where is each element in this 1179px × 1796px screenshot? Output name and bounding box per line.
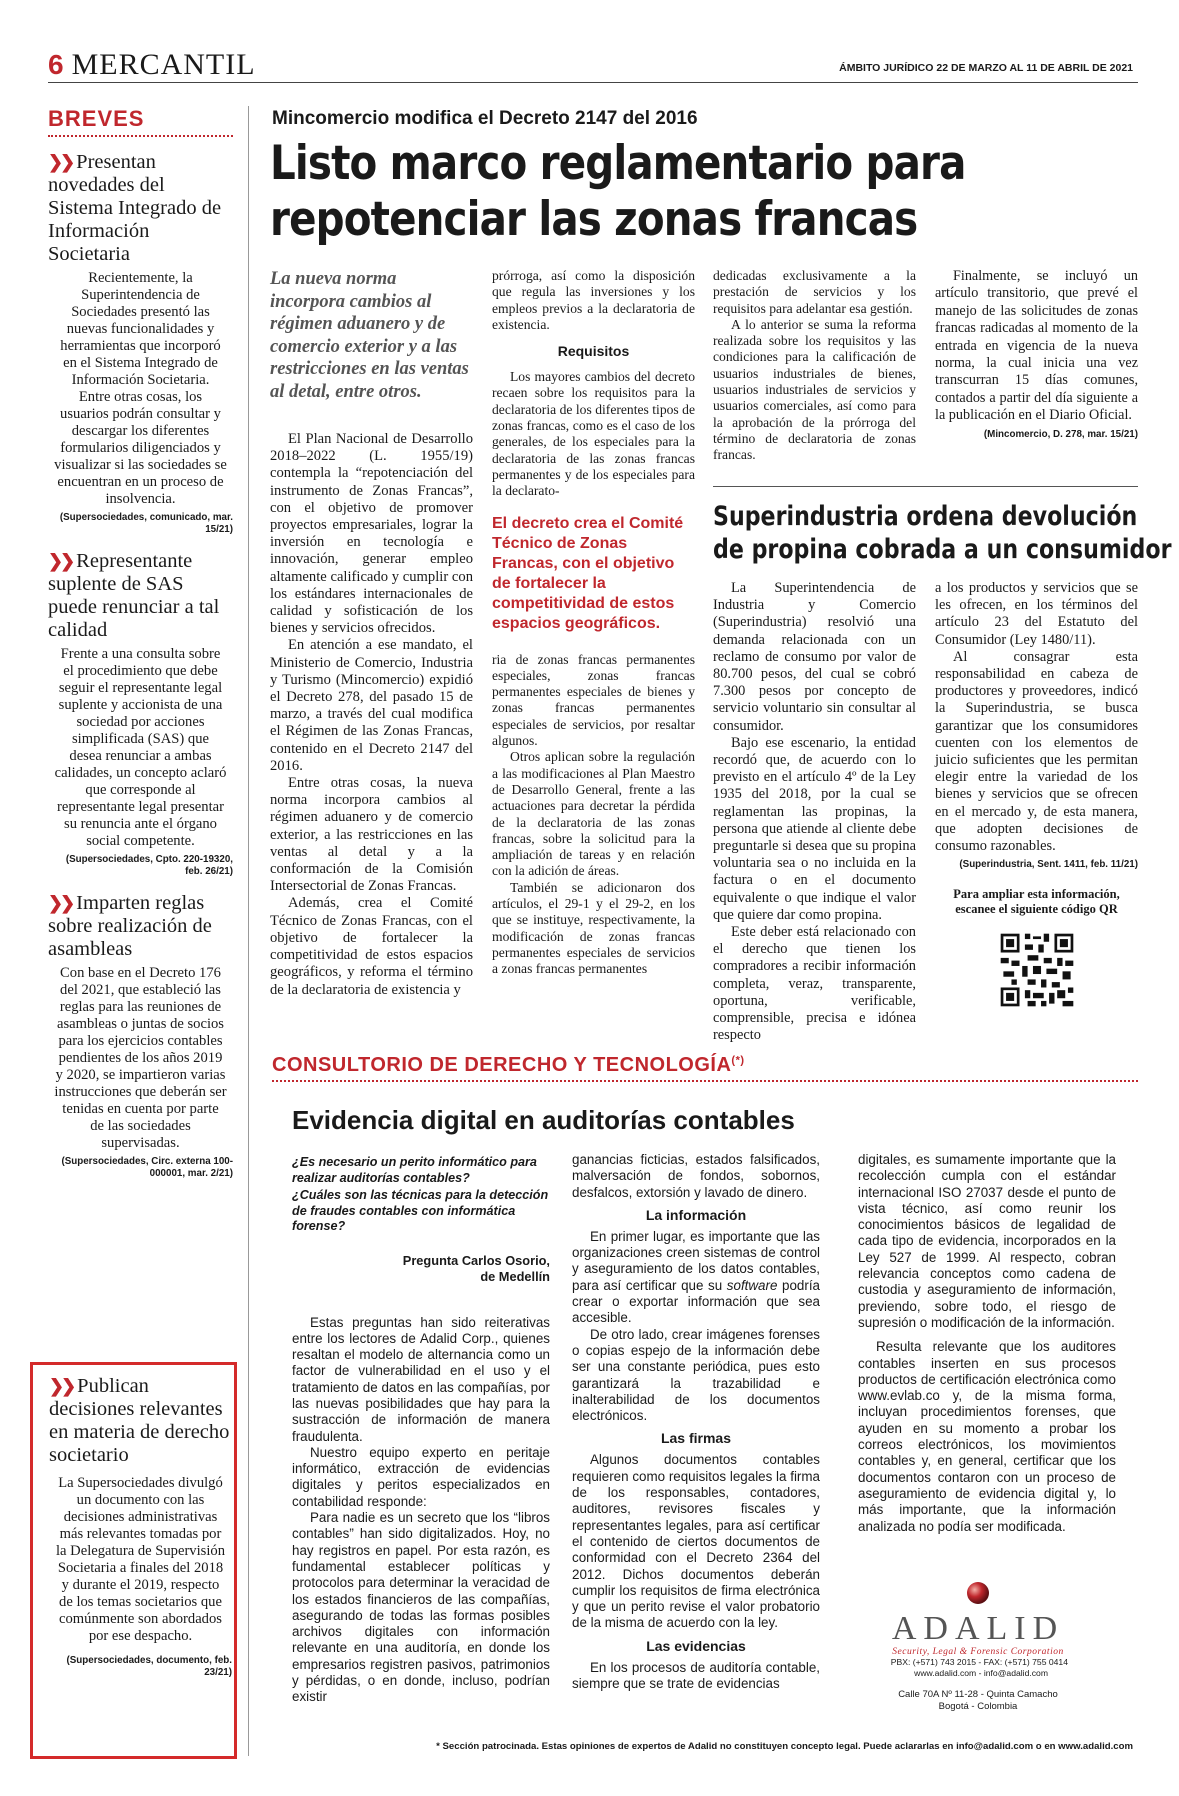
consultorio-body: En primer lugar, es importante que las organizaciones creen sistemas de control y aseguramiento de los datos contables, para así certificar que su software podría crear o exportar información que sea accesible. De otro lado, crear imágenes forenses o copias espejo de la información debe ser una constante periódica, pues esto garantizará la trazabilidad e inalterabilidad de los documentos electrónicos. — [572, 1228, 820, 1424]
adalid-address: Calle 70A Nº 11-28 - Quinta Camacho Bogotá - Colombia — [898, 1689, 1058, 1712]
brief-title: ❯❯ Publican decisiones relevantes en materia de derecho societario — [49, 1375, 230, 1466]
brief-source: (Supersociedades, Cpto. 220-19320, feb. 26/21) — [65, 854, 233, 877]
brief-item — [49, 1375, 232, 1679]
superindustria-column-1 — [713, 580, 916, 1044]
question-asker: Pregunta Carlos Osorio, de Medellín — [402, 1252, 550, 1284]
brief-item — [48, 892, 233, 1180]
consultorio-subheading: Las firmas — [660, 1430, 732, 1447]
page-number: 6 — [48, 49, 64, 80]
brief-title: ❯❯ Imparten reglas sobre realización de asambleas — [48, 892, 212, 960]
consultorio-column-2 — [572, 1152, 820, 1692]
question-2: ¿Cuáles son las técnicas para la detección de fraudes contables con informática forense? — [292, 1188, 549, 1233]
lead-body: El Plan Nacional de Desarrollo 2018–2022 (L. 1955/19) contempla la “repotenciación del instrumento de Zonas Francas”, con el objetivo de promover proyectos empresariales, lograr la inversión en tecnología e innovación, generar empleo altamente calificado y cumplir con los estándares internacionales de calidad y sofisticación de los bienes y servicios ofrecidos. En atención a ese mandato, el Ministerio de Comercio, Industria y Turismo (Mincomercio) expidió el Decreto 278, del pasado 15 de marzo, a través del cual modifica el Régimen de las Zonas Francas, contenido en el Decreto 2147 del 2016. Entre otras cosas, la nueva norma incorpora cambios al régimen aduanero y de comercio exterior, a las restricciones en las ventas al detal y a la conformación de la Comisión Intersectorial de Zonas Francas. Además, crea el Comité Técnico de Zonas Francas, con el objetivo de fortalecer la competitividad de estos espacios geográficos, y reforma el término de la declaratoria de existencia y — [270, 431, 473, 998]
superindustria-source: (Superindustria, Sent. 1411, feb. 11/21) — [959, 859, 1138, 871]
brief-body: La Supersociedades divulgó un documento con las decisiones administrativas más relevantes tomadas por la Delegatura de Supervisión Societaria a finales del 2018 y durante el 2019, respecto de los temas societarios que comúnmente son abordados por ese despacho. — [56, 1475, 225, 1644]
lead-column-2 — [492, 268, 695, 978]
edition-date: ÁMBITO JURÍDICO 22 DE MARZO AL 11 DE ABRIL DE 2021 — [839, 62, 1133, 74]
masthead-rule — [48, 82, 1138, 83]
consultorio-subheading: La información — [645, 1206, 747, 1223]
consultorio-headline: Evidencia digital en auditorías contables — [292, 1105, 795, 1135]
lead-column-1 — [270, 268, 473, 999]
brief-body: Recientemente, la Superintendencia de Sociedades presentó las nuevas funcionalidades y herramientas que incorporó en el Sistema Integrado de Información Societaria. Entre otras cosas, los usuarios podrán consultar y descargar los diferentes formularios diligenciados y visualizar si las sociedades se encuentran en un proceso de insolvencia. — [54, 270, 227, 507]
consultorio-subheading: Las evidencias — [646, 1637, 746, 1654]
lead-body: ria de zonas francas permanentes especiales, zonas francas permanentes especiales de bienes y zonas francas permanentes especiales de servicios, por resaltar algunos. Otros aplican sobre la regulación a las modificaciones al Plan Maestro de Desarrollo General, frente a las actuaciones para decretar la pérdida de la declaratoria de las zonas francas, sobre la solicitud para la ampliación de tareas y en relación con la adición de áreas. También se adicionaron dos artículos, el 29-1 y el 29-2, en los que se instituye, respectivamente, la modificación de zonas francas permanentes especiales de servicios a zonas francas permanentes — [492, 651, 695, 977]
lead-body: Finalmente, se incluyó un artículo transitorio, que prevé el manejo de las solicitudes de zonas francas radicadas al momento de la entrada en vigencia de la nueva norma, la cual inicia una vez transcurran 15 días comunes, contados a partir del día siguiente a la publicación en el Diario Oficial. — [935, 268, 1138, 424]
brief-item — [48, 151, 233, 536]
consultorio-footnote: * Sección patrocinada. Estas opiniones de expertos de Adalid no constituyen concepto legal. Puede aclararlas en info@adalid.com o en www.adalid.com — [436, 1741, 1133, 1752]
consultorio-body: Estas preguntas han sido reiterativas entre los lectores de Adalid Corp., quienes resaltan el modelo de alternancia como un factor de vulnerabilidad en el uso y el tratamiento de datos en las compañías, por las nuevas posibilidades que hay para la sustracción de información de manera fraudulenta. Nuestro equipo experto en peritaje informático, extracción de evidencias digitales y peritos especializados en contabilidad responde: Para nadie es un secreto que los “libros contables” han sido digitalizados. Hoy, no hay registros en papel. Por esta razón, es fundamental establecer políticas y protocolos para determinar la veracidad de los estados financieros de las compañías, asegurando de todas las formas posibles archivos digitales con información relevante en una auditoría, en donde los empresarios registren pasivos, patrimonios y pérdidas, o en donde, incluso, podrían existir — [292, 1314, 550, 1705]
consultorio-column-1 — [292, 1155, 550, 1706]
brief-source: (Supersociedades, documento, feb. 23/21) — [66, 1655, 232, 1678]
lead-body: Los mayores cambios del decreto recaen sobre los requisitos para la declaratoria de los diferentes tipos de zonas francas, como es el caso de los generales, de los especiales para la declaratoria de las zonas francas permanentes y de los especiales para la declarato- — [492, 369, 695, 499]
chevron-icon: ❯❯ — [48, 152, 73, 172]
superindustria-headline: Superindustria ordena devolución de propina cobrada a un consumidor — [713, 501, 1172, 565]
lead-headline: Listo marco reglamentario para repotenciar las zonas francas — [270, 136, 966, 247]
superindustria-body: La Superintendencia de Industria y Comercio (Superindustria) resolvió una demanda relacionada con un reclamo de consumo por valor de 80.700 pesos, del cual se cobró 7.300 pesos por concepto de servicio voluntario sin consultar al consumidor. Bajo ese escenario, la entidad recordó que, de acuerdo con lo previsto en el artículo 4º de la Ley 1935 del 2018, por la cual se reglamentan las propinas, la persona que atiende al cliente debe preguntarle si desea que su propina voluntaria sea o no incluida en la factura o en el documento equivalente o que indique el valor que quiere dar como propina. Este deber está relacionado con el derecho que tienen los compradores a recibir información completa, veraz, transparente, oportuna, verificable, comprensible, precisa e idónea respecto — [713, 580, 916, 1044]
lead-body: prórroga, así como la disposición que regula las inversiones y los empleos previos a la declaratoria de existencia. — [492, 268, 695, 332]
qr-code-icon[interactable] — [994, 931, 1080, 1009]
qr-caption: Para ampliar esta información, escanee el siguiente código QR — [953, 887, 1120, 917]
consultorio-heading: CONSULTORIO DE DERECHO Y TECNOLOGÍA(*) — [272, 1054, 745, 1076]
brief-body: Con base en el Decreto 176 del 2021, que estableció las reglas para las reuniones de asambleas o juntas de socios para los ejercicios contables pendientes de los años 2019 y 2020, se impartieron varias instrucciones que deberán ser tenidas en cuenta por parte de las sociedades supervisadas. — [54, 965, 227, 1151]
lead-deck: La nueva norma incorpora cambios al régimen aduanero y de comercio exterior y a las restricciones en las ventas al detal, entre otros. — [270, 269, 469, 402]
lead-column-3 — [713, 268, 916, 464]
adalid-web: www.adalid.com - info@adalid.com — [914, 1668, 1048, 1678]
column-divider — [248, 106, 249, 1756]
breves-column — [48, 106, 233, 1180]
brief-body: Frente a una consulta sobre el procedimiento que debe seguir el representante legal suplente y accionista de una sociedad por acciones simplificada (SAS) que desea renunciar a ambas calidades, un concepto aclaró que corresponde al representante legal presentar su renuncia ante el órgano social competente. — [54, 646, 227, 849]
adalid-name: ADALID — [891, 1610, 1065, 1647]
highlighted-brief-box[interactable] — [30, 1362, 237, 1759]
brief-source: (Supersociedades, comunicado, mar. 15/21) — [59, 512, 233, 535]
consultorio-body: ganancias ficticias, estados falsificados, malversación de fondos, sobornos, desfalcos, extorsión y lavado de dinero. — [572, 1152, 820, 1200]
chevron-icon: ❯❯ — [48, 893, 73, 913]
lead-source: (Mincomercio, D. 278, mar. 15/21) — [983, 428, 1138, 440]
breves-heading: BREVES — [48, 106, 233, 137]
consultorio-body: digitales, es sumamente importante que la recolección cumpla con el estándar internacional ISO 27037 desde el punto de vista técnico, así como reunir los conocimientos básicos de legalidad de cada tipo de evidencia, incorporados en la Ley 527 de 1999. Al respecto, cobran relevancia conceptos como cadena de custodia y aseguramiento de información, previendo, sobre todo, el riesgo de supresión o modificación de la información. Resulta relevante que los auditores contables inserten en sus procesos productos de certificación electrónica como www.evlab.co y, de la misma forma, incluyan procedimientos forenses, que ayuden en su momento a probar los correos electrónicos, los movimientos contables y, en general, certificar que los documentos contaron con un proceso de aseguramiento de evidencia digital y, lo más importante, que la información analizada no podía ser modificada. — [858, 1152, 1116, 1534]
adalid-sphere-icon — [965, 1580, 991, 1606]
lead-subheading: Requisitos — [557, 343, 630, 360]
question-1: ¿Es necesario un perito informático para realizar auditorías contables? — [292, 1155, 537, 1185]
brief-item — [48, 550, 233, 878]
adalid-logo[interactable] — [868, 1580, 1088, 1713]
chevron-icon: ❯❯ — [48, 551, 73, 571]
lead-body: dedicadas exclusivamente a la prestación de servicios y los requisitos para adelantar esa gestión. A lo anterior se suma la reforma realizada sobre los requisitos y las condiciones para la calificación de usuarios industriales de bienes, usuarios industriales de servicios y usuarios comerciales, así como para la aprobación de la prórroga del término de declaratoria de zonas francas. — [713, 268, 916, 463]
lead-column-4 — [935, 268, 1138, 441]
chevron-icon: ❯❯ — [49, 1376, 74, 1396]
consultorio-body: Algunos documentos contables requieren como requisitos legales la firma de los responsables, contadores, auditores, revisores fiscales y representantes legales, para así certificar el contenido de ciertos documentos de conformidad con el Decreto 2364 del 2012. Dichos documentos deberán cumplir los requisitos de firma electrónica y que un perito revise el valor probatorio de la misma de acuerdo con la ley. — [572, 1452, 820, 1631]
consultorio-rule — [272, 1080, 1138, 1082]
adalid-phones: PBX: (+571) 743 2015 - FAX: (+571) 755 0414 — [890, 1657, 1068, 1667]
consultorio-column-3 — [858, 1152, 1116, 1535]
superindustria-body: a los productos y servicios que se les ofrecen, en los términos del artículo 23 del Estatuto del Consumidor (Ley 1480/11). Al consagrar esta responsabilidad en cabeza de productores y proveedores, indicó la Superindustria, se busca garantizar que los consumidores cuenten con los elementos de juicio suficientes que les permitan elegir entre la variedad de los bienes y servicios que se ofrecen en el mercado y, de esta manera, que adopten decisiones de consumo razonables. — [935, 580, 1138, 855]
lead-kicker: Mincomercio modifica el Decreto 2147 del 2016 — [272, 108, 698, 129]
brief-title: ❯❯ Representante suplente de SAS puede renunciar a tal calidad — [48, 550, 220, 641]
brief-source: (Supersociedades, Circ. externa 100-000001, mar. 2/21) — [61, 1156, 233, 1179]
adalid-tagline: Security, Legal & Forensic Corporation — [892, 1647, 1064, 1657]
superindustria-column-2 — [935, 580, 1138, 1009]
brief-title: ❯❯ Presentan novedades del Sistema Integrado de Información Societaria — [48, 151, 222, 265]
section-rule — [713, 486, 1138, 487]
section-title: MERCANTIL — [71, 48, 256, 81]
lead-pullquote: El decreto crea el Comité Técnico de Zonas Francas, con el objetivo de fortalecer la competitividad de estos espacios geográficos. — [492, 514, 684, 632]
consultorio-body: En los procesos de auditoría contable, siempre que se trate de evidencias — [572, 1659, 820, 1692]
masthead — [48, 48, 256, 80]
